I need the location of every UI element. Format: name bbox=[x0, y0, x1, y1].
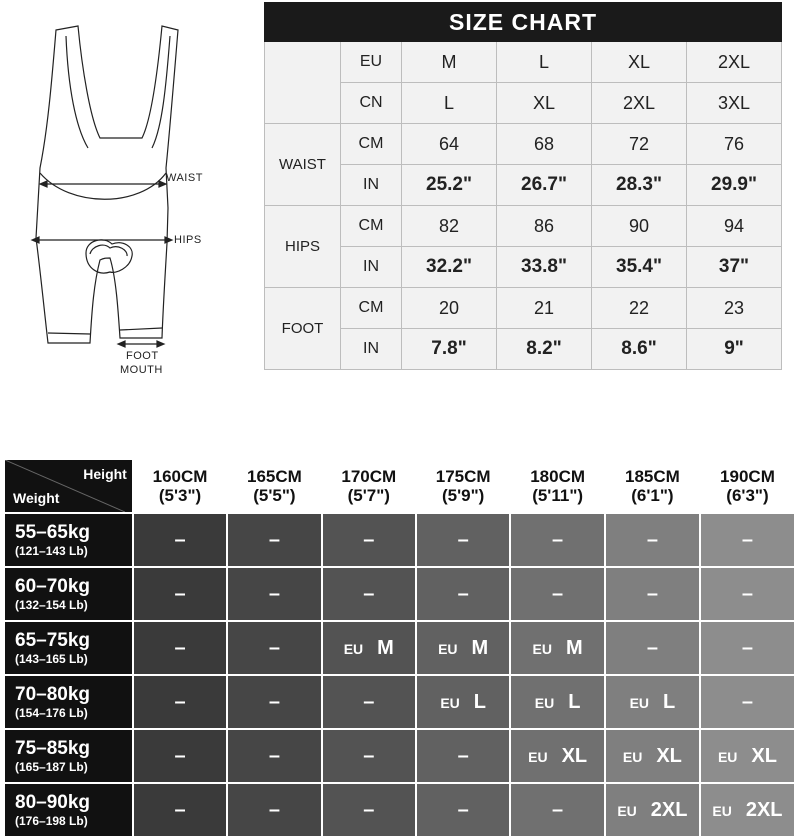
measure-cell: 35.4" bbox=[592, 247, 687, 288]
recommended-size: L bbox=[473, 690, 486, 713]
size-recommendation-cell bbox=[322, 675, 416, 729]
height-header-label: Height bbox=[83, 466, 127, 482]
height-column-header bbox=[510, 459, 605, 513]
size-recommendation-cell bbox=[510, 513, 605, 567]
height-cm: 180CM bbox=[530, 467, 586, 486]
eu-prefix: EU bbox=[629, 694, 650, 711]
height-cm: 170CM bbox=[341, 467, 397, 486]
height-cm: 190CM bbox=[720, 467, 775, 486]
size-recommendation-cell bbox=[227, 729, 321, 783]
hips-label: HIPS bbox=[174, 234, 202, 246]
waist-label: WAIST bbox=[166, 172, 203, 184]
weight-row bbox=[4, 567, 795, 621]
no-size-dash: – bbox=[268, 798, 280, 821]
cn-size-cell: 2XL bbox=[592, 83, 687, 124]
eu-prefix: EU bbox=[534, 694, 555, 711]
height-column-header bbox=[322, 459, 416, 513]
weight-kg: 70–80kg bbox=[15, 683, 91, 705]
height-cm: 185CM bbox=[624, 467, 680, 486]
unit-label: CM bbox=[341, 288, 402, 329]
cn-size-cell: XL bbox=[497, 83, 592, 124]
size-recommendation-cell bbox=[227, 513, 321, 567]
cn-label: CN bbox=[341, 83, 402, 124]
height-ft: (5'9") bbox=[441, 486, 485, 505]
size-recommendation-cell bbox=[133, 513, 227, 567]
size-recommendation-cell bbox=[700, 567, 795, 621]
hips-group-label: HIPS bbox=[265, 206, 341, 288]
height-ft: (5'3") bbox=[158, 486, 202, 505]
weight-header-label: Weight bbox=[13, 490, 60, 506]
size-recommendation-cell bbox=[322, 783, 416, 837]
eu-size-cell: L bbox=[497, 42, 592, 83]
no-size-dash: – bbox=[457, 582, 469, 605]
recommended-size: 2XL bbox=[650, 798, 688, 821]
weight-row-header bbox=[4, 513, 133, 567]
no-size-dash: – bbox=[268, 744, 280, 767]
measure-cell: 8.2" bbox=[497, 329, 592, 370]
no-size-dash: – bbox=[741, 636, 754, 659]
recommended-size: L bbox=[663, 690, 676, 713]
height-weight-corner bbox=[4, 459, 133, 513]
foot-group-label: FOOT bbox=[265, 288, 341, 370]
cn-size-cell: 3XL bbox=[687, 83, 782, 124]
measure-cell: 9" bbox=[687, 329, 782, 370]
size-recommendation-cell bbox=[605, 783, 700, 837]
eu-prefix: EU bbox=[617, 802, 637, 819]
weight-row bbox=[4, 621, 795, 675]
no-size-dash: – bbox=[363, 744, 375, 767]
size-recommendation-cell bbox=[416, 567, 510, 621]
eu-prefix: EU bbox=[622, 748, 643, 765]
height-ft: (6'3") bbox=[726, 486, 769, 505]
size-recommendation-cell bbox=[416, 513, 510, 567]
weight-lb: (176–198 Lb) bbox=[15, 813, 88, 828]
measure-cell: 72 bbox=[592, 124, 687, 165]
no-size-dash: – bbox=[457, 528, 469, 551]
size-recommendation-cell bbox=[133, 783, 227, 837]
measure-cell: 33.8" bbox=[497, 247, 592, 288]
recommended-size: XL bbox=[656, 744, 682, 767]
size-recommendation-cell bbox=[133, 675, 227, 729]
no-size-dash: – bbox=[174, 528, 186, 551]
weight-kg: 65–75kg bbox=[15, 629, 91, 651]
weight-row-header bbox=[4, 621, 133, 675]
weight-lb: (154–176 Lb) bbox=[15, 705, 88, 720]
unit-label: CM bbox=[341, 206, 402, 247]
recommended-size: XL bbox=[561, 744, 588, 767]
eu-label: EU bbox=[341, 42, 402, 83]
weight-lb: (121–143 Lb) bbox=[15, 543, 88, 558]
cn-size-cell: L bbox=[402, 83, 497, 124]
eu-prefix: EU bbox=[343, 640, 364, 657]
recommended-size: M bbox=[377, 636, 394, 659]
no-size-dash: – bbox=[174, 690, 186, 713]
size-recommendation-cell bbox=[133, 729, 227, 783]
no-size-dash: – bbox=[268, 582, 280, 605]
size-recommendation-cell bbox=[322, 567, 416, 621]
size-recommendation-cell bbox=[416, 729, 510, 783]
unit-label: IN bbox=[341, 247, 402, 288]
bib-shorts-drawing bbox=[20, 8, 250, 388]
weight-lb: (165–187 Lb) bbox=[15, 759, 88, 774]
weight-row bbox=[4, 513, 795, 567]
no-size-dash: – bbox=[457, 744, 469, 767]
size-recommendation-cell bbox=[322, 729, 416, 783]
no-size-dash: – bbox=[363, 690, 375, 713]
bib-shorts-illustration bbox=[20, 8, 250, 388]
height-ft: (5'7") bbox=[347, 486, 390, 505]
weight-row bbox=[4, 783, 795, 837]
weight-kg: 75–85kg bbox=[15, 737, 91, 759]
recommended-size: XL bbox=[751, 744, 777, 767]
height-column-header bbox=[133, 459, 227, 513]
measure-cell: 64 bbox=[402, 124, 497, 165]
no-size-dash: – bbox=[363, 798, 375, 821]
measure-cell: 22 bbox=[592, 288, 687, 329]
unit-label: IN bbox=[341, 329, 402, 370]
size-recommendation-cell bbox=[700, 621, 795, 675]
measure-cell: 20 bbox=[402, 288, 497, 329]
eu-prefix: EU bbox=[712, 802, 732, 819]
no-size-dash: – bbox=[174, 582, 186, 605]
eu-prefix: EU bbox=[528, 748, 548, 765]
size-label-blank bbox=[265, 42, 341, 124]
measure-cell: 28.3" bbox=[592, 165, 687, 206]
size-recommendation-cell bbox=[605, 621, 700, 675]
size-recommendation-cell bbox=[227, 621, 321, 675]
recommended-size: M bbox=[471, 636, 489, 659]
foot-mouth-label-line2: MOUTH bbox=[120, 364, 163, 376]
measure-cell: 68 bbox=[497, 124, 592, 165]
size-recommendation-cell bbox=[133, 621, 227, 675]
measure-cell: 94 bbox=[687, 206, 782, 247]
no-size-dash: – bbox=[741, 528, 754, 551]
size-recommendation-cell bbox=[133, 567, 227, 621]
size-recommendation-cell bbox=[510, 675, 605, 729]
weight-row-header bbox=[4, 675, 133, 729]
height-cm: 175CM bbox=[435, 467, 491, 486]
height-ft: (5'5") bbox=[253, 486, 296, 505]
measure-cell: 76 bbox=[687, 124, 782, 165]
unit-label: CM bbox=[341, 124, 402, 165]
eu-prefix: EU bbox=[440, 694, 460, 711]
size-recommendation-cell bbox=[416, 621, 510, 675]
size-recommendation-cell bbox=[322, 621, 416, 675]
no-size-dash: – bbox=[552, 798, 564, 821]
no-size-dash: – bbox=[646, 636, 658, 659]
height-ft: (6'1") bbox=[631, 486, 674, 505]
size-recommendation-cell bbox=[700, 675, 795, 729]
no-size-dash: – bbox=[646, 528, 658, 551]
measure-cell: 90 bbox=[592, 206, 687, 247]
foot-mouth-label-line1: FOOT bbox=[126, 350, 159, 362]
weight-row-header bbox=[4, 729, 133, 783]
size-recommendation-cell bbox=[605, 567, 700, 621]
no-size-dash: – bbox=[174, 744, 186, 767]
height-ft: (5'11") bbox=[532, 486, 584, 505]
size-recommendation-cell bbox=[416, 675, 510, 729]
no-size-dash: – bbox=[646, 582, 658, 605]
measure-cell: 29.9" bbox=[687, 165, 782, 206]
height-cm: 165CM bbox=[247, 467, 302, 486]
no-size-dash: – bbox=[174, 636, 186, 659]
size-recommendation-cell bbox=[605, 513, 700, 567]
no-size-dash: – bbox=[268, 690, 280, 713]
weight-row bbox=[4, 729, 795, 783]
size-recommendation-cell bbox=[605, 675, 700, 729]
recommended-size: M bbox=[566, 636, 583, 659]
size-recommendation-cell bbox=[322, 513, 416, 567]
eu-prefix: EU bbox=[532, 640, 552, 657]
size-recommendation-cell bbox=[416, 783, 510, 837]
eu-size-cell: XL bbox=[592, 42, 687, 83]
size-recommendation-cell bbox=[510, 621, 605, 675]
weight-row-header bbox=[4, 567, 133, 621]
weight-kg: 60–70kg bbox=[15, 575, 91, 597]
height-column-header bbox=[605, 459, 700, 513]
weight-lb: (143–165 Lb) bbox=[15, 651, 88, 666]
size-recommendation-cell bbox=[700, 513, 795, 567]
height-column-header bbox=[700, 459, 795, 513]
measure-cell: 8.6" bbox=[592, 329, 687, 370]
size-recommendation-cell bbox=[700, 783, 795, 837]
no-size-dash: – bbox=[268, 528, 280, 551]
no-size-dash: – bbox=[174, 798, 186, 821]
size-recommendation-cell bbox=[227, 783, 321, 837]
eu-prefix: EU bbox=[717, 748, 738, 765]
measure-cell: 32.2" bbox=[402, 247, 497, 288]
eu-prefix: EU bbox=[438, 640, 458, 657]
no-size-dash: – bbox=[552, 582, 564, 605]
eu-size-cell: 2XL bbox=[687, 42, 782, 83]
size-chart-table bbox=[264, 2, 782, 370]
no-size-dash: – bbox=[268, 636, 280, 659]
recommended-size: 2XL bbox=[745, 798, 783, 821]
size-chart-title: SIZE CHART bbox=[265, 3, 782, 42]
weight-row bbox=[4, 675, 795, 729]
weight-lb: (132–154 Lb) bbox=[15, 597, 88, 612]
measure-cell: 23 bbox=[687, 288, 782, 329]
no-size-dash: – bbox=[363, 528, 375, 551]
weight-row-header bbox=[4, 783, 133, 837]
size-recommendation-cell bbox=[510, 729, 605, 783]
measure-cell: 82 bbox=[402, 206, 497, 247]
size-recommendation-cell bbox=[227, 567, 321, 621]
no-size-dash: – bbox=[363, 582, 375, 605]
recommended-size: L bbox=[568, 690, 581, 713]
eu-size-cell: M bbox=[402, 42, 497, 83]
waist-group-label: WAIST bbox=[265, 124, 341, 206]
weight-kg: 55–65kg bbox=[15, 521, 91, 543]
measure-cell: 25.2" bbox=[402, 165, 497, 206]
height-cm: 160CM bbox=[152, 467, 208, 486]
measure-cell: 37" bbox=[687, 247, 782, 288]
weight-kg: 80–90kg bbox=[15, 791, 91, 813]
unit-label: IN bbox=[341, 165, 402, 206]
size-recommendation-cell bbox=[605, 729, 700, 783]
no-size-dash: – bbox=[741, 690, 754, 713]
size-recommendation-cell bbox=[227, 675, 321, 729]
height-column-header bbox=[416, 459, 510, 513]
measure-cell: 86 bbox=[497, 206, 592, 247]
size-recommendation-cell bbox=[510, 567, 605, 621]
no-size-dash: – bbox=[741, 582, 754, 605]
height-weight-table bbox=[3, 458, 796, 838]
no-size-dash: – bbox=[552, 528, 564, 551]
size-recommendation-cell bbox=[700, 729, 795, 783]
height-column-header bbox=[227, 459, 321, 513]
measure-cell: 21 bbox=[497, 288, 592, 329]
measure-cell: 26.7" bbox=[497, 165, 592, 206]
size-recommendation-cell bbox=[510, 783, 605, 837]
measure-cell: 7.8" bbox=[402, 329, 497, 370]
no-size-dash: – bbox=[457, 798, 469, 821]
